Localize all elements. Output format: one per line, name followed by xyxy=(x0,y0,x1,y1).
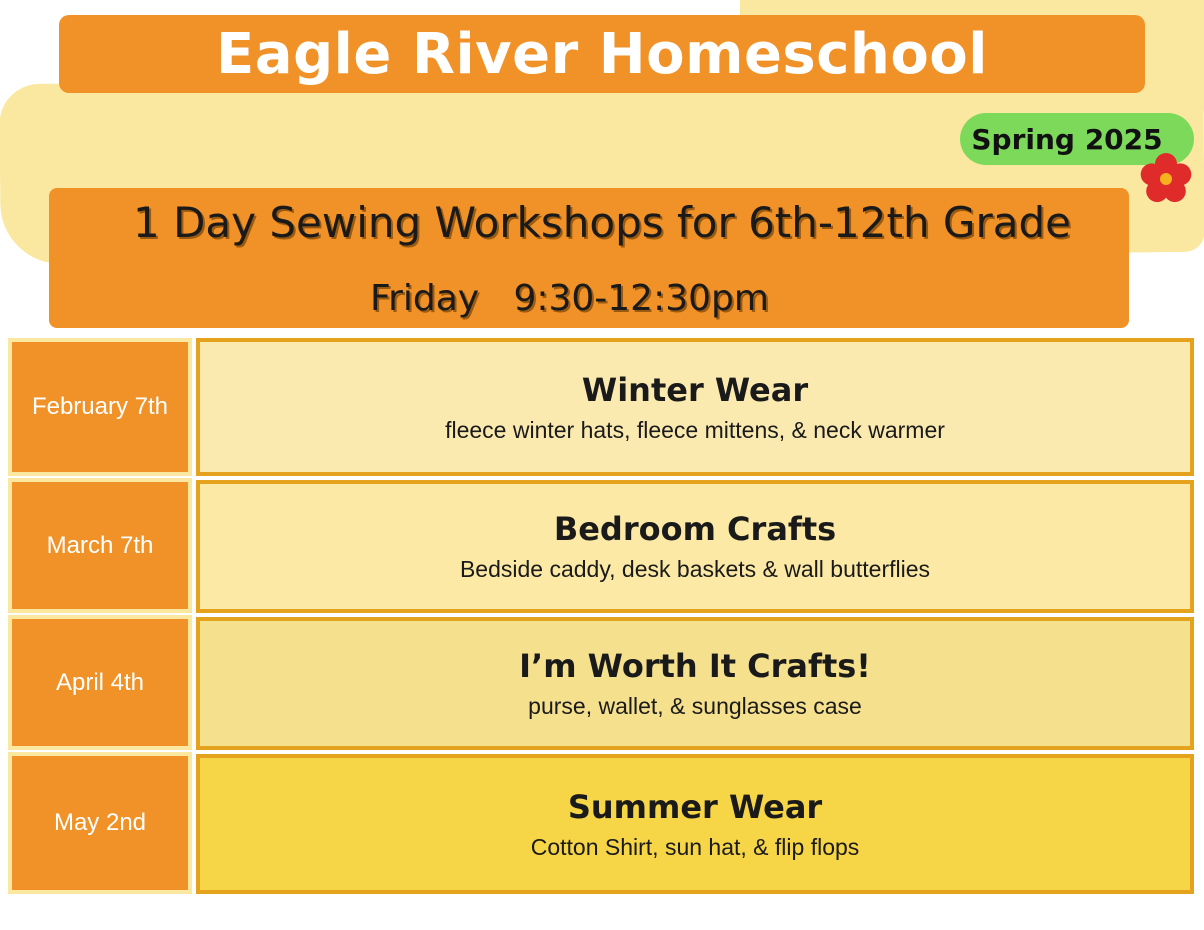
workshop-date: May 2nd xyxy=(53,809,147,836)
date-cell xyxy=(8,752,192,894)
date-cell xyxy=(8,478,192,613)
workshop-row xyxy=(196,480,1194,613)
season-label: Spring 2025 xyxy=(971,122,1163,156)
workshop-items: purse, wallet, & sunglasses case xyxy=(528,693,862,719)
workshop-items: fleece winter hats, fleece mittens, & neck warmer xyxy=(445,416,945,443)
workshop-title: Bedroom Crafts xyxy=(553,510,837,548)
workshop-row xyxy=(196,338,1194,476)
workshop-title: Summer Wear xyxy=(567,787,823,826)
title-bar xyxy=(59,15,1145,93)
workshop-title: I’m Worth It Crafts! xyxy=(519,647,871,685)
banner-schedule: Friday 9:30-12:30pm xyxy=(370,278,769,319)
date-cell xyxy=(8,615,192,750)
workshop-date: April 4th xyxy=(55,668,145,696)
workshop-row xyxy=(196,617,1194,750)
workshop-date: March 7th xyxy=(46,531,154,559)
date-cell xyxy=(8,338,192,476)
workshop-items: Bedside caddy, desk baskets & wall butterflies xyxy=(459,556,931,582)
banner-heading: 1 Day Sewing Workshops for 6th-12th Grade xyxy=(133,198,1071,247)
workshop-row xyxy=(196,754,1194,894)
workshop-items: Cotton Shirt, sun hat, & flip flops xyxy=(530,833,860,860)
workshop-title: Winter Wear xyxy=(581,370,809,409)
page-title: Eagle River Homeschool xyxy=(216,21,988,87)
workshop-date: February 7th xyxy=(31,393,169,420)
